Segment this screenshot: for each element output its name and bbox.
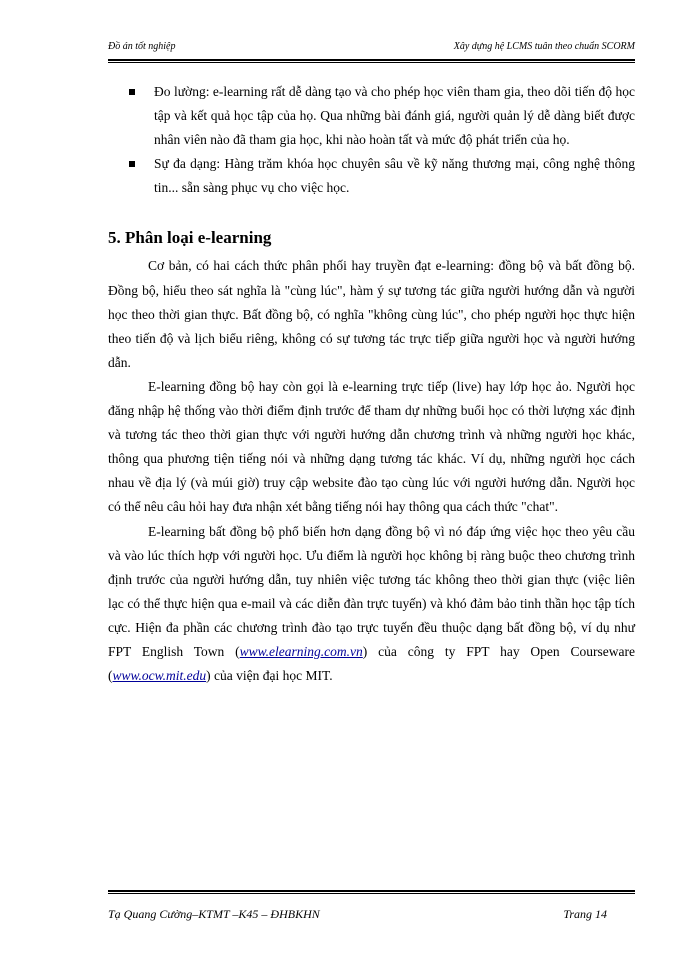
header-rule [108, 59, 635, 61]
footer-author: Tạ Quang Cường–KTMT –K45 – ĐHBKHN [108, 907, 320, 921]
paragraph-3-text-a: E-learning bất đồng bộ phổ biến hơn dạng đồng bộ vì nó đáp ứng việc học theo yêu cầu và vào lúc thích hợp với người học. Ưu điểm là người học không bị ràng buộc theo chương trình định trước của người hướng dẫn, tuy nhiên việc tương tác không theo thời gian thực (việc liên lạc có thể thực hiện qua e-mail và các diễn đàn trực tuyến) và khó đảm bảo tinh thần học tập tích cực. Hiện đa phần các chương trình đào tạo trực tuyến đều thuộc dạng bất đồng bộ, ví dụ như FPT English Town ( [108, 523, 635, 659]
footer-rule-thin [108, 893, 635, 894]
page-header [108, 41, 635, 55]
paragraph-3-text-b: ) của công ty FPT hay Open Courseware ( [108, 643, 636, 684]
list-item [108, 80, 635, 152]
elearning-link[interactable]: www.elearning.com.vn [239, 643, 363, 659]
bullet-list [108, 80, 635, 200]
list-item [108, 152, 635, 200]
page-body [108, 80, 635, 688]
paragraph-1: Cơ bản, có hai cách thức phân phối hay truyền đạt e-learning: đồng bộ và bất đồng bộ. Đồng bộ, hiểu theo sát nghĩa là "cùng lúc", hàm ý sự tương tác giữa người hướng dẫn và người học theo thời gian thực. Bất đồng bộ, có nghĩa "không cùng lúc", cho phép người học thực hiện theo tiến độ và lịch biểu riêng, không có sự tương tác trực tiếp giữa người học và người hướng dẫn. [108, 258, 635, 370]
bullet-square-icon [129, 89, 135, 95]
paragraph-2: E-learning đồng bộ hay còn gọi là e-learning trực tiếp (live) hay lớp học ảo. Người học đăng nhập hệ thống vào thời điểm định trước để tham dự những buổi học có thời lượng xác định và tương tác theo thời gian thực với người hướng dẫn chương trình và những người học khác, thông qua phương tiện tiếng nói và những dạng tương tác khác. Ví dụ, những người học cách nhau về địa lý (và múi giờ) truy cập website đào tạo cùng lúc với người hướng dẫn. Người học có thể nêu câu hỏi hay đưa nhận xét bằng tiếng nói hay thông qua cách thức "chat". [108, 378, 635, 515]
bullet-text: Đo lường: e-learning rất dễ dàng tạo và cho phép học viên tham gia, theo dõi tiến độ học tập và kết quả học tập của họ. Qua những bài đánh giá, người quản lý dễ dàng biết được nhân viên nào đã tham gia học, khi nào hoàn tất và mức độ phát triển của họ. [154, 84, 635, 148]
ocw-link[interactable]: www.ocw.mit.edu [112, 668, 207, 684]
paragraph-3-text-c: ) của viện đại học MIT. [206, 668, 333, 684]
bullet-text: Sự đa dạng: Hàng trăm khóa học chuyên sâu về kỹ năng thương mại, công nghệ thông tin... sẵn sàng phục vụ cho việc học. [154, 156, 635, 196]
page-footer [108, 907, 635, 923]
page-number: Trang 14 [563, 907, 607, 921]
header-right-text: Xây dựng hệ LCMS tuân theo chuẩn SCORM [453, 41, 635, 52]
header-left-text: Đồ án tốt nghiệp [108, 41, 176, 52]
bullet-square-icon [129, 161, 135, 167]
footer-rule [108, 890, 635, 892]
paragraph-3 [108, 520, 635, 689]
header-rule-thin [108, 62, 635, 63]
section-heading: 5. Phân loại e-learning [108, 228, 272, 248]
